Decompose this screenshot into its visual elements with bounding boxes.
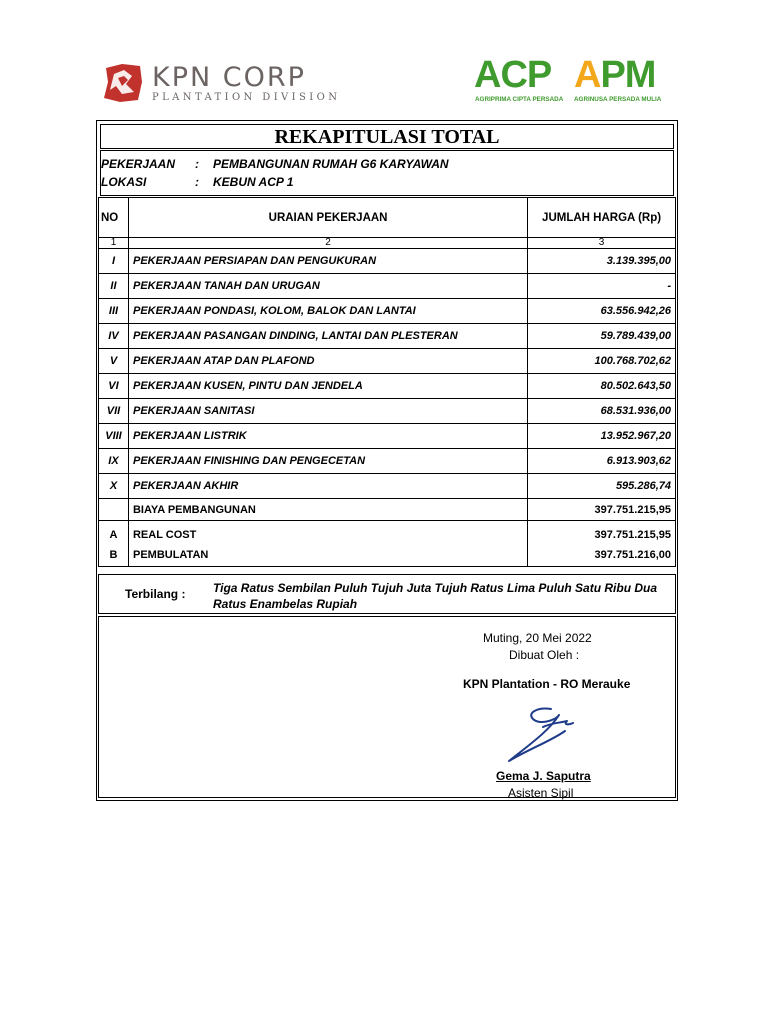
table-row: [99, 449, 676, 474]
signer-name: Gema J. Saputra: [496, 769, 591, 783]
rekap-table: [98, 197, 676, 567]
biaya-no-cell: [99, 499, 129, 521]
row-no: I: [99, 249, 129, 274]
acp-apm-logo: [474, 54, 674, 108]
row-desc: PEKERJAAN ATAP DAN PLAFOND: [128, 349, 527, 374]
lokasi-label: LOKASI: [101, 175, 147, 189]
row-desc: PEKERJAAN PERSIAPAN DAN PENGUKURAN: [128, 249, 527, 274]
pembulatan-amount: 397.751.216,00: [594, 549, 671, 561]
row-desc: PEKERJAAN FINISHING DAN PENGECETAN: [128, 449, 527, 474]
real-cost-amount: 397.751.215,95: [594, 529, 671, 541]
acp-logo-subtitle: AGRIPRIMA CIPTA PERSADA: [475, 96, 564, 103]
table-row: [99, 349, 676, 374]
row-amount: 3.139.395,00: [528, 249, 676, 274]
table-row: [99, 474, 676, 499]
column-number: 3: [528, 238, 676, 249]
pekerjaan-colon: :: [195, 157, 199, 171]
column-number: 1: [99, 238, 129, 249]
real-cost-row: [99, 521, 676, 567]
row-desc: PEKERJAAN PASANGAN DINDING, LANTAI DAN PLESTERAN: [128, 324, 527, 349]
row-desc: PEKERJAAN AKHIR: [128, 474, 527, 499]
column-number: 2: [128, 238, 527, 249]
table-row: [99, 374, 676, 399]
row-amount: 80.502.643,50: [528, 374, 676, 399]
row-no: VII: [99, 399, 129, 424]
row-amount: 100.768.702,62: [528, 349, 676, 374]
rc-label-cell: [128, 521, 527, 567]
organization-name: KPN Plantation - RO Merauke: [463, 677, 631, 691]
header-uraian: URAIAN PEKERJAAN: [128, 198, 527, 238]
row-desc: PEKERJAAN KUSEN, PINTU DAN JENDELA: [128, 374, 527, 399]
apm-logo-text: [574, 54, 655, 97]
signature-box: [98, 616, 676, 798]
row-amount: -: [528, 274, 676, 299]
biaya-amount: 397.751.215,95: [528, 499, 676, 521]
row-desc: PEKERJAAN LISTRIK: [128, 424, 527, 449]
real-cost-label: REAL COST: [132, 529, 197, 541]
acp-logo-text: ACP: [474, 54, 552, 96]
table-number-row: [99, 238, 676, 249]
kpn-logo-title: KPN CORP: [152, 62, 306, 93]
apm-logo-subtitle: AGRINUSA PERSADA MULIA: [574, 96, 662, 103]
terbilang-label: Terbilang :: [125, 587, 186, 601]
table-row: [99, 249, 676, 274]
handwritten-signature-icon: [499, 701, 589, 767]
document-title: REKAPITULASI TOTAL: [274, 126, 500, 148]
row-no: VI: [99, 374, 129, 399]
table-row: [99, 324, 676, 349]
row-no: III: [99, 299, 129, 324]
lokasi-value: KEBUN ACP 1: [213, 175, 294, 189]
row-desc: PEKERJAAN TANAH DAN URUGAN: [128, 274, 527, 299]
row-desc: PEKERJAAN SANITASI: [128, 399, 527, 424]
kpn-logo-subtitle: PLANTATION DIVISION: [152, 92, 341, 103]
table-row: [99, 424, 676, 449]
pekerjaan-label: PEKERJAAN: [101, 157, 176, 171]
kpn-emblem-icon: [100, 60, 146, 106]
row-amount: 595.286,74: [528, 474, 676, 499]
row-no: X: [99, 474, 129, 499]
apm-logo-rest: PM: [600, 54, 656, 96]
row-no: IX: [99, 449, 129, 474]
row-no: IV: [99, 324, 129, 349]
pembulatan-no: B: [109, 549, 118, 561]
lokasi-colon: :: [195, 175, 199, 189]
title-box: [100, 124, 674, 149]
place-date: Muting, 20 Mei 2022: [483, 631, 592, 645]
dibuat-oleh: Dibuat Oleh :: [509, 648, 580, 662]
row-amount: 63.556.942,26: [528, 299, 676, 324]
terbilang-box: [98, 574, 676, 614]
table-header-row: [99, 198, 676, 238]
rc-amount-cell: [528, 521, 676, 567]
real-cost-no: A: [109, 529, 118, 541]
table-row: [99, 299, 676, 324]
row-desc: PEKERJAAN PONDASI, KOLOM, BALOK DAN LANTAI: [128, 299, 527, 324]
header-no: NO: [99, 198, 129, 238]
apm-logo-a: A: [574, 54, 601, 96]
row-amount: 68.531.936,00: [528, 399, 676, 424]
row-amount: 13.952.967,20: [528, 424, 676, 449]
row-no: VIII: [99, 424, 129, 449]
row-amount: 59.789.439,00: [528, 324, 676, 349]
rc-no-cell: [99, 521, 129, 567]
row-amount: 6.913.903,62: [528, 449, 676, 474]
biaya-row: [99, 499, 676, 521]
info-box: [100, 150, 674, 196]
row-no: II: [99, 274, 129, 299]
signer-position: Asisten Sipil: [508, 786, 574, 800]
row-no: V: [99, 349, 129, 374]
kpn-corp-logo: [100, 58, 341, 108]
table-row: [99, 274, 676, 299]
header-jumlah: JUMLAH HARGA (Rp): [528, 198, 676, 238]
pembulatan-label: PEMBULATAN: [132, 549, 209, 561]
terbilang-text: Tiga Ratus Sembilan Puluh Tujuh Juta Tujuh Ratus Lima Puluh Satu Ribu Dua Ratus Enambelas Rupiah: [213, 581, 658, 611]
biaya-label: BIAYA PEMBANGUNAN: [128, 499, 527, 521]
pekerjaan-value: PEMBANGUNAN RUMAH G6 KARYAWAN: [213, 157, 449, 171]
table-row: [99, 399, 676, 424]
